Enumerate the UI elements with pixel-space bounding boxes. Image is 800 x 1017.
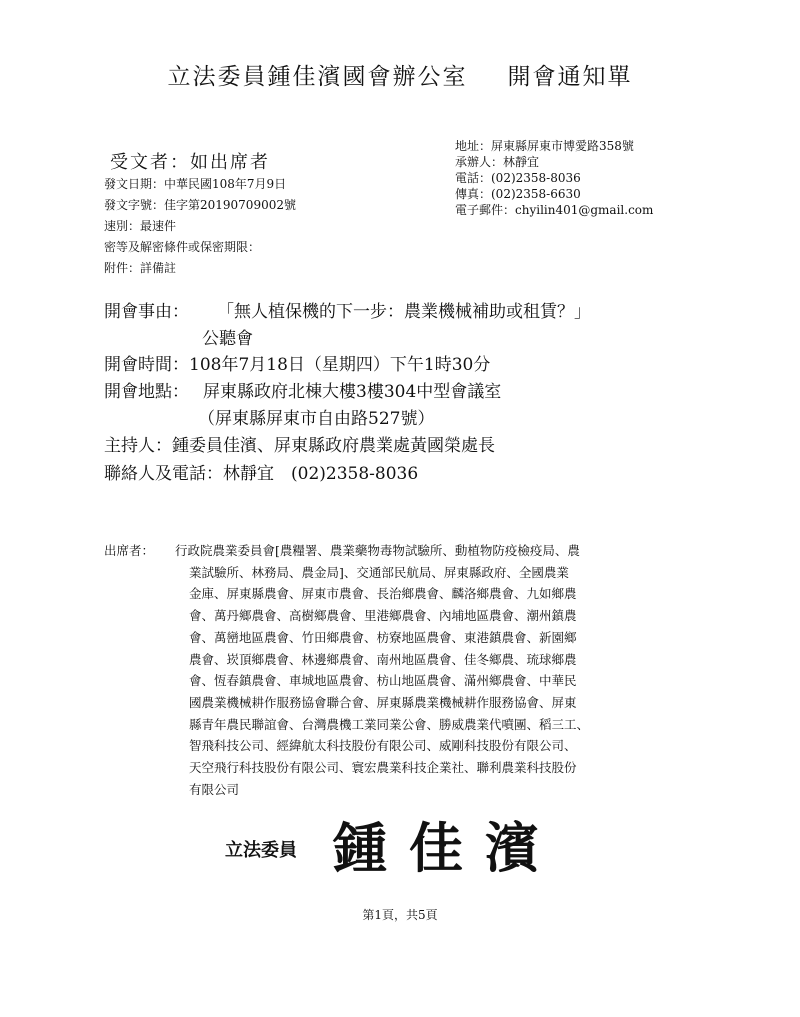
attendees-label: 出席者： xyxy=(104,543,155,558)
time-label: 開會時間： xyxy=(104,355,189,375)
subject-line-2: 公聽會 xyxy=(202,329,253,349)
signature-title: 立法委員 xyxy=(225,840,297,861)
attendee-line: 會、萬巒地區農會、竹田鄉農會、枋寮地區農會、東港鎮農會、新園鄉 xyxy=(189,629,577,645)
attendees-list xyxy=(175,540,704,800)
notice-type: 開會通知單 xyxy=(507,64,633,90)
meeting-time xyxy=(104,350,490,375)
contact-email: 電子郵件：chyilin401@gmail.com xyxy=(455,203,654,217)
attachment: 附件：詳備註 xyxy=(104,261,177,275)
time-value: 108年7月18日（星期四）下午1時30分 xyxy=(189,355,491,375)
meeting-host xyxy=(104,431,495,456)
page-number: 第1頁，共5頁 xyxy=(362,908,438,922)
liaison-label: 聯絡人及電話： xyxy=(104,464,223,484)
liaison-value: 林靜宜 (02)2358-8036 xyxy=(223,464,419,484)
issue-date: 發文日期：中華民國108年7月9日 xyxy=(104,177,287,191)
signature-name: 鍾佳濱 xyxy=(333,816,561,880)
attendee-line: 行政院農業委員會[農糧署、農業藥物毒物試驗所、動植物防疫檢疫局、農 xyxy=(175,543,580,558)
meeting-subject xyxy=(104,297,591,322)
subject-line-1: 「無人植保機的下一步：農業機械補助或租賃？」 xyxy=(217,302,591,322)
host-label: 主持人： xyxy=(104,436,172,456)
attendee-line: 會、萬丹鄉農會、高樹鄉農會、里港鄉農會、內埔地區農會、潮州鎮農 xyxy=(189,608,577,624)
place-line-1: 屏東縣政府北棟大樓3樓304中型會議室 xyxy=(203,382,502,402)
document-number: 發文字號：佳字第20190709002號 xyxy=(104,198,296,212)
contact-address: 地址：屏東縣屏東市博愛路358號 xyxy=(455,139,634,153)
attendee-line: 智飛科技公司、經緯航太科技股份有限公司、威剛科技股份有限公司、 xyxy=(189,738,577,754)
receiver: 受文者：如出席者 xyxy=(110,152,270,173)
attendee-line: 金庫、屏東縣農會、屏東市農會、長治鄉農會、麟洛鄉農會、九如鄉農 xyxy=(189,586,577,602)
attendee-line: 國農業機械耕作服務協會聯合會、屏東縣農業機械耕作服務協會、屏東 xyxy=(189,694,577,710)
meeting-place xyxy=(104,377,501,402)
attendee-line: 會、恆春鎮農會、車城地區農會、枋山地區農會、滿州鄉農會、中華民 xyxy=(189,673,577,689)
office-name: 立法委員鍾佳濱國會辦公室 xyxy=(167,64,468,90)
secrecy-level: 密等及解密條件或保密期限： xyxy=(104,240,261,254)
attendee-line: 天空飛行科技股份有限公司、寰宏農業科技企業社、聯利農業科技股份 xyxy=(189,760,577,776)
place-label: 開會地點： xyxy=(104,382,189,402)
attendee-line: 業試驗所、林務局、農金局]、交通部民航局、屏東縣政府、全國農業 xyxy=(189,564,569,580)
subject-label: 開會事由： xyxy=(104,302,189,322)
delivery-speed: 速別：最速件 xyxy=(104,219,177,233)
attendee-line: 農會、崁頂鄉農會、林邊鄉農會、南州地區農會、佳冬鄉農、琉球鄉農 xyxy=(189,651,577,667)
contact-phone: 電話：(02)2358-8036 xyxy=(455,171,581,185)
attendee-line: 有限公司 xyxy=(189,781,240,797)
attendee-line: 縣青年農民聯誼會、台灣農機工業同業公會、勝威農業代噴團、稻三工、 xyxy=(189,716,590,732)
document-title xyxy=(0,58,800,91)
attendees-section xyxy=(104,540,704,800)
contact-fax: 傳真：(02)2358-6630 xyxy=(455,187,581,201)
host-value: 鍾委員佳濱、屏東縣政府農業處黃國榮處長 xyxy=(172,436,495,456)
contact-handler: 承辦人：林靜宜 xyxy=(455,155,540,169)
meeting-liaison xyxy=(104,459,418,484)
place-line-2: （屏東縣屏東市自由路527號） xyxy=(198,409,435,429)
